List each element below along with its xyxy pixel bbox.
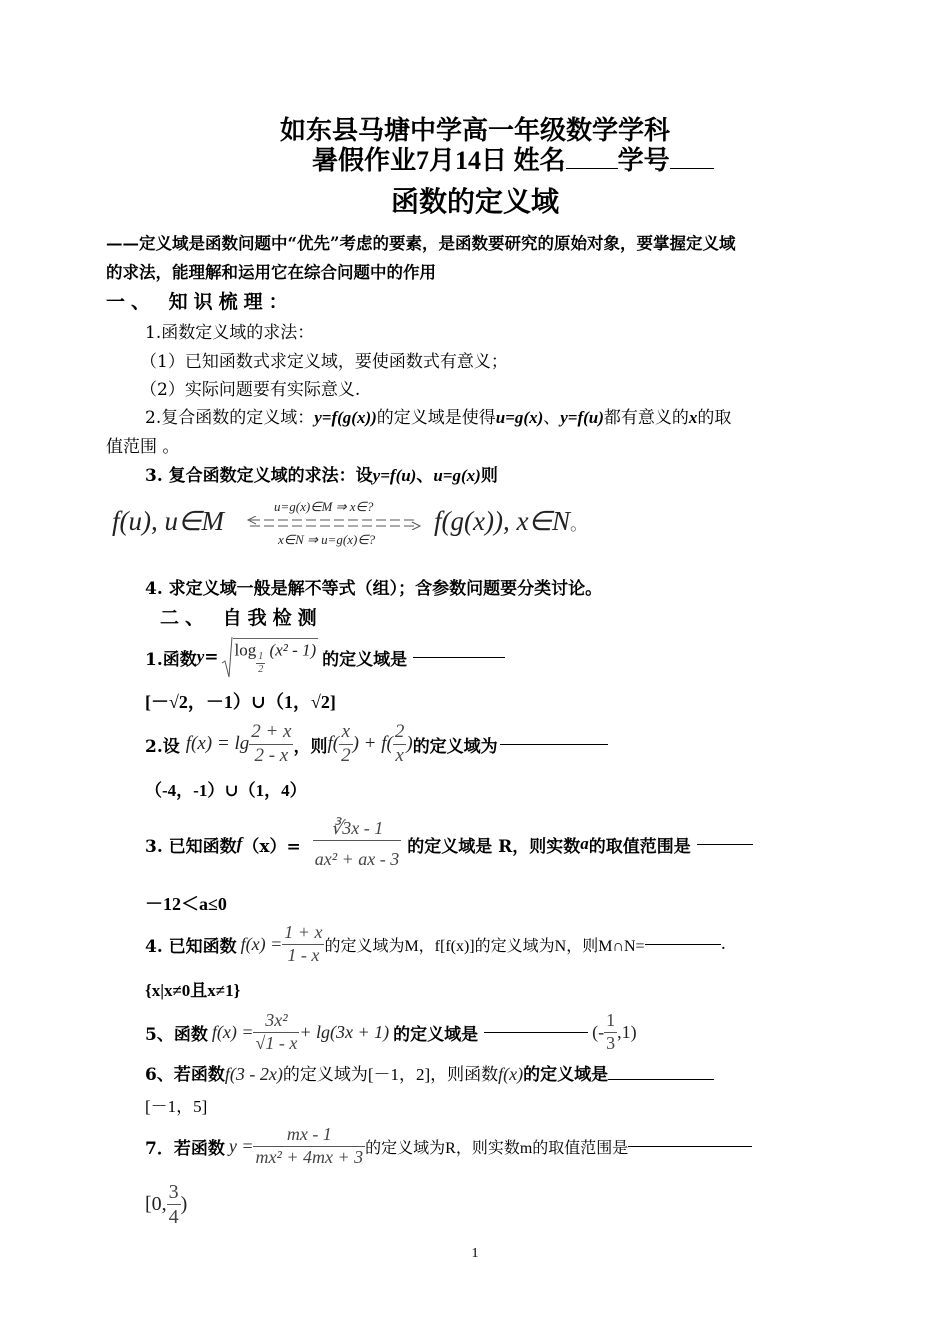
q7-answer-open: [0, xyxy=(145,1192,167,1215)
q3-num: ∛3x - 1 xyxy=(313,818,402,841)
topic-heading xyxy=(0,180,950,220)
q4-answer-blank[interactable] xyxy=(645,944,721,945)
s1-item1a: （1）已知函数式求定义域，要使函数式有意义； xyxy=(140,352,508,372)
q3-paren: （x）= xyxy=(242,836,301,857)
q7-answer xyxy=(145,1178,187,1230)
s1-item3-start: 3. 复合函数定义域的求法：设 xyxy=(145,466,373,486)
q5-plus: + lg(3x + 1) xyxy=(299,1021,390,1042)
q4-label: 4. 已知函数 xyxy=(145,936,237,957)
page-number: 1 xyxy=(471,1246,479,1261)
q7-answer-blank[interactable] xyxy=(628,1146,752,1147)
q3-f: f xyxy=(236,834,243,853)
formula-right xyxy=(434,506,588,537)
s1-item3-end: 则 xyxy=(480,466,498,486)
q7-fraction xyxy=(253,1124,365,1168)
s1-item2-mid: 的定义域是使得 xyxy=(376,408,496,428)
q1-base-num: 1 xyxy=(258,651,264,662)
q7-answer-num: 3 xyxy=(168,1180,179,1203)
formula-arrow xyxy=(244,499,424,549)
q7-label: 7．若函数 xyxy=(145,1138,225,1159)
q2-plus: ) + f( xyxy=(352,733,393,754)
q2-f2-den: x xyxy=(395,744,404,766)
q1-y: y xyxy=(196,647,205,666)
q4-fraction xyxy=(282,922,324,966)
q1-answer: [－√2，－1）∪（1，√2] xyxy=(145,692,336,712)
q5-fx: f(x) = xyxy=(211,1021,254,1042)
q6-answer: [－1，5] xyxy=(145,1097,208,1116)
q6-answer-blank[interactable] xyxy=(608,1079,714,1080)
q1 xyxy=(145,634,505,680)
s1-item2-expr1: y=f(g(x)) xyxy=(314,408,377,427)
s1-item2-start: 2.复合函数的定义域： xyxy=(145,408,315,428)
q6 xyxy=(145,1060,714,1085)
title-month-unit: 月 xyxy=(429,146,456,175)
s1-item2 xyxy=(145,403,731,428)
q7-num: mx - 1 xyxy=(253,1124,365,1147)
q7-den: mx² + 4mx + 3 xyxy=(255,1146,364,1167)
q2-then: ，则 xyxy=(293,736,328,757)
q1-base-den: 2 xyxy=(258,664,264,675)
q1-log-base xyxy=(256,651,265,676)
q2-f2-num: 2 xyxy=(393,721,407,745)
q1-label: 1.函数 xyxy=(145,649,197,670)
q2-label: 2.设 xyxy=(145,736,180,757)
s1-item3 xyxy=(145,461,498,486)
q4-den: 1 - x xyxy=(287,944,320,965)
q5-answer-close: ,1) xyxy=(617,1021,637,1042)
q1-eq: = xyxy=(204,647,219,667)
title-day-unit: 日 xyxy=(481,146,508,175)
q5-den: √1 - x xyxy=(255,1032,298,1053)
q4-fx: f(x) = xyxy=(240,933,283,954)
name-field[interactable] xyxy=(566,168,618,169)
q1-log: log xyxy=(234,640,257,660)
s1-item4: 4. 求定义域一般是解不等式（组）；含参数问题要分类讨论。 xyxy=(145,579,603,599)
q1-answer-blank[interactable] xyxy=(413,657,505,658)
q3-tail2: 的取值范围是 xyxy=(588,836,691,857)
q2-frac2 xyxy=(393,721,407,768)
q5-tail: 的定义域是 xyxy=(393,1024,479,1045)
formula-top: u=g(x)∈M ⇒ x∈? xyxy=(274,499,374,514)
q4-period: . xyxy=(720,934,726,954)
q7-tail: 的定义域为R，则实数m的取值范围是 xyxy=(365,1139,629,1157)
id-field[interactable] xyxy=(670,168,714,169)
title-month: 7 xyxy=(416,146,430,175)
q3-label: 3. 已知函数 xyxy=(145,836,237,857)
q7 xyxy=(145,1118,752,1174)
s1-item2-sep: 、 xyxy=(543,408,561,428)
s1-item3-expr2: u=g(x) xyxy=(433,466,481,485)
s1-item3-expr: y=f(u) xyxy=(372,466,417,485)
q4-num: 1 + x xyxy=(282,922,324,945)
topic-text: 函数的定义域 xyxy=(390,187,559,218)
q6-f: f(3 - 2x) xyxy=(224,1064,283,1084)
q5-answer-frac xyxy=(604,1010,617,1054)
id-label: 学号 xyxy=(617,146,670,175)
s1-item2-var: x xyxy=(688,408,698,427)
q5-answer-num: 1 xyxy=(604,1010,617,1033)
q2-fx: f(x) = lg xyxy=(185,733,250,754)
s1-item2-expr2: u=g(x) xyxy=(495,408,544,427)
q4-tail: 的定义域为M，f[f(x)]的定义域为N，则M∩N= xyxy=(324,937,645,955)
q2-answer: （-4，-1）∪（1，4） xyxy=(145,781,307,800)
name-label: 姓名 xyxy=(513,146,566,175)
q5-answer-den: 3 xyxy=(606,1032,616,1053)
q5-label: 5、函数 xyxy=(145,1024,208,1045)
q1-tail: 的定义域是 xyxy=(322,649,408,670)
q6-label: 6、若函数 xyxy=(145,1065,225,1085)
q2-tail: 的定义域为 xyxy=(412,736,498,757)
q4 xyxy=(145,918,726,970)
q2-close: ) xyxy=(406,733,413,754)
formula-left: f(u), u∈M xyxy=(112,506,224,536)
formula-bottom: x∈N ⇒ u=g(x)∈? xyxy=(278,532,376,547)
q2-f1: f( xyxy=(327,733,340,754)
formula-right-text: f(g(x)), x∈N xyxy=(434,506,570,536)
title-line-2 xyxy=(312,140,714,177)
q4-answer: {x|x≠0且x≠1} xyxy=(145,981,241,1000)
q1-radicand xyxy=(233,638,319,675)
section1-heading: 一、 知识梳理： xyxy=(106,291,294,313)
formula-dot: 。 xyxy=(569,514,588,534)
intro-line-1: ——定义域是函数问题中“优先”考虑的要素，是函数要研究的原始对象，要掌握定义域 xyxy=(106,234,736,253)
q2-frac1 xyxy=(339,721,353,768)
q2-f1-num: x xyxy=(339,721,353,745)
q2-num: 2 + x xyxy=(249,721,293,745)
q6-tail: 的定义域是 xyxy=(523,1065,609,1085)
q3-tail: 的定义域是 R，则实数 xyxy=(407,836,581,857)
s1-item2-expr3: y=f(u) xyxy=(560,408,604,427)
q3-fraction xyxy=(313,818,402,870)
q5-fraction xyxy=(253,1010,299,1054)
q2 xyxy=(145,716,608,772)
q5-answer-open: (- xyxy=(592,1021,605,1042)
q3-a: a xyxy=(580,834,589,853)
q5-num: 3x² xyxy=(253,1010,299,1033)
q2-f1-den: 2 xyxy=(341,744,351,766)
s1-item2-tail: 的取 xyxy=(697,408,732,428)
s1-item1b: （2）实际问题要有实际意义. xyxy=(140,380,361,400)
q7-answer-close: ) xyxy=(180,1192,188,1215)
title-prefix: 暑假作业 xyxy=(312,146,417,175)
q5-answer-blank[interactable] xyxy=(484,1032,588,1033)
q5 xyxy=(145,1004,637,1060)
q7-answer-den: 4 xyxy=(168,1205,179,1228)
sqrt-icon xyxy=(221,635,233,679)
section2-heading: 二、 自我检测 xyxy=(160,607,323,629)
q6-mid: 的定义域为[－1，2]，则函数 xyxy=(282,1065,499,1084)
q3-den: ax² + ax - 3 xyxy=(314,848,400,869)
title-day: 14 xyxy=(455,146,482,175)
title-text-1: 如东县马塘中学高一年级数学学科 xyxy=(279,116,670,145)
q3 xyxy=(145,814,753,874)
double-arrow-icon xyxy=(244,516,424,530)
s1-item2-end: 都有意义的 xyxy=(603,408,689,428)
q6-f2: f(x) xyxy=(498,1064,524,1084)
q7-answer-frac xyxy=(167,1180,181,1229)
intro-line-2: 的求法，能理解和运用它在综合问题中的作用 xyxy=(106,263,436,282)
s1-item1: 1.函数定义域的求法： xyxy=(145,323,315,343)
q3-answer: －12＜a≤0 xyxy=(145,894,227,914)
q2-fraction xyxy=(249,721,293,768)
q1-arg: (x² - 1) xyxy=(269,640,317,660)
q2-den: 2 - x xyxy=(254,744,289,766)
s1-item3-sep: 、 xyxy=(416,466,434,486)
s1-item2-line2: 值范围 。 xyxy=(106,437,180,457)
q7-y: y = xyxy=(228,1135,254,1156)
q2-answer-blank[interactable] xyxy=(500,744,608,745)
q3-answer-blank[interactable] xyxy=(697,844,753,845)
